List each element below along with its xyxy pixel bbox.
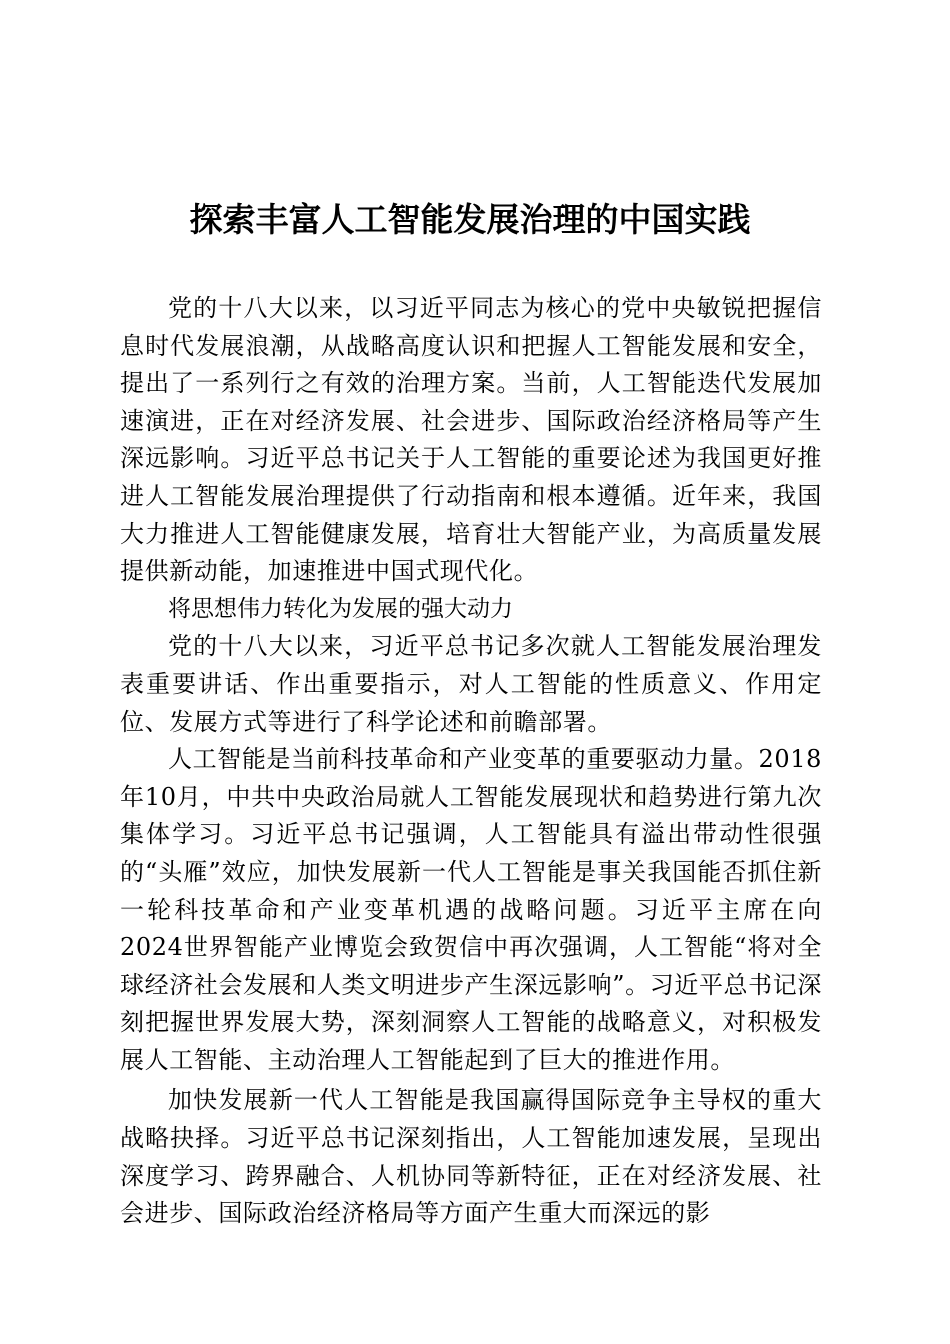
section-paragraph-3: 加快发展新一代人工智能是我国赢得国际竞争主导权的重大战略抉择。习近平总书记深刻指出，人工智能加速发展，呈现出深度学习、跨界融合、人机协同等新特征，正在对经济发展、社会进步、国际政治经济格局等方面产生重大而深远的影: [120, 1086, 822, 1228]
section-paragraph-1: 党的十八大以来，习近平总书记多次就人工智能发展治理发表重要讲话、作出重要指示，对人工智能的性质意义、作用定位、发展方式等进行了科学论述和前瞻部署。: [120, 632, 822, 736]
section-heading: 将思想伟力转化为发展的强大动力: [168, 595, 513, 622]
section-paragraph-2: 人工智能是当前科技革命和产业变革的重要驱动力量。2018年10月，中共中央政治局就人工智能发展现状和趋势进行第九次集体学习。习近平总书记强调，人工智能具有溢出带动性很强的“头雁”效应，加快发展新一代人工智能是事关我国能否抓住新一轮科技革命和产业变革机遇的战略问题。习近平主席在向2024世界智能产业博览会致贺信中再次强调，人工智能“将对全球经济社会发展和人类文明进步产生深远影响”。习近平总书记深刻把握世界发展大势，深刻洞察人工智能的战略意义，对积极发展人工智能、主动治理人工智能起到了巨大的推进作用。: [120, 745, 822, 1074]
intro-paragraph: 党的十八大以来，以习近平同志为核心的党中央敏锐把握信息时代发展浪潮，从战略高度认识和把握人工智能发展和安全，提出了一系列行之有效的治理方案。当前，人工智能迭代发展加速演进，正在对经济发展、社会进步、国际政治经济格局等产生深远影响。习近平总书记关于人工智能的重要论述为我国更好推进人工智能发展治理提供了行动指南和根本遵循。近年来，我国大力推进人工智能健康发展，培育壮大智能产业，为高质量发展提供新动能，加速推进中国式现代化。: [120, 294, 822, 586]
document-body: [120, 290, 822, 1233]
document-title: 探索丰富人工智能发展治理的中国实践: [189, 200, 751, 239]
